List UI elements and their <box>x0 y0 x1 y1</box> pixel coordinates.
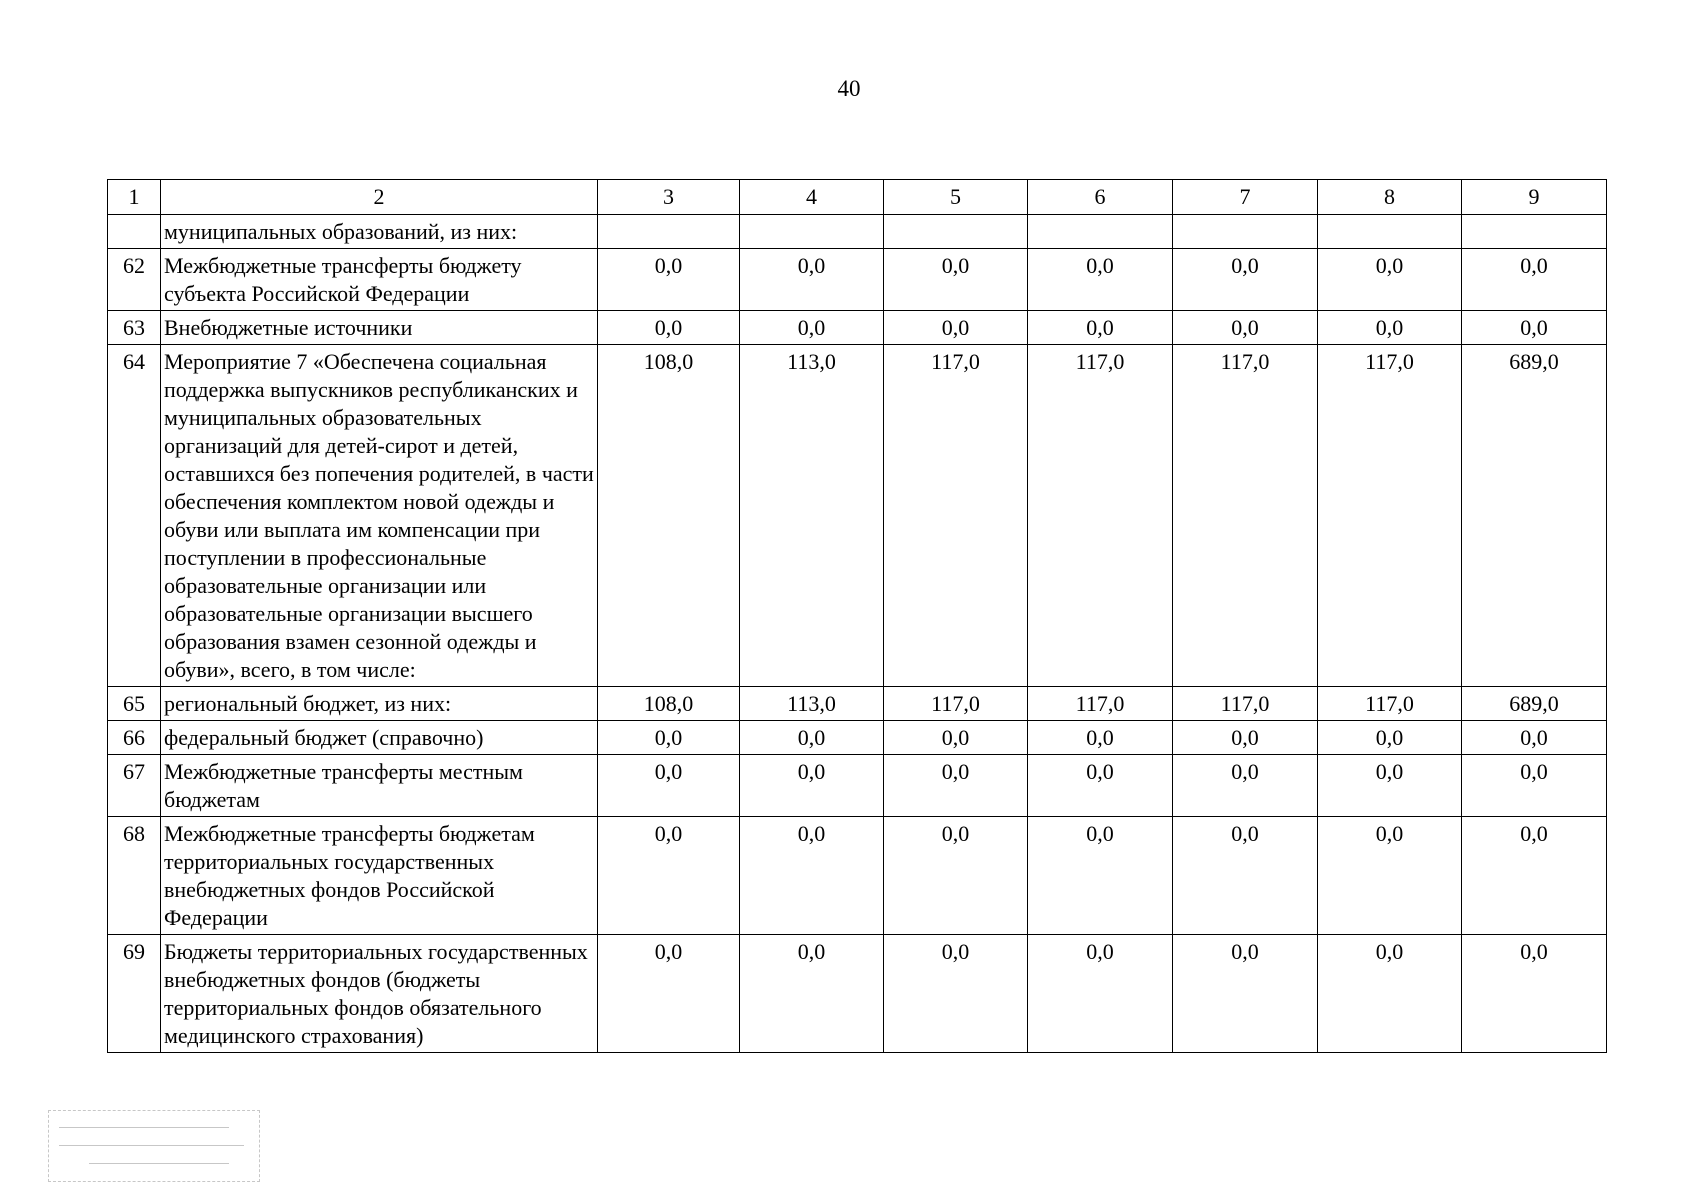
value-cell: 0,0 <box>740 721 884 755</box>
value-cell: 117,0 <box>1028 687 1173 721</box>
value-cell: 0,0 <box>884 249 1028 311</box>
value-cell: 0,0 <box>740 311 884 345</box>
row-name: федеральный бюджет (справочно) <box>161 721 598 755</box>
value-cell: 689,0 <box>1462 345 1607 687</box>
row-name: региональный бюджет, из них: <box>161 687 598 721</box>
table-row <box>108 687 1607 721</box>
value-cell: 0,0 <box>1318 817 1462 935</box>
value-cell: 117,0 <box>1318 687 1462 721</box>
value-cell: 113,0 <box>740 345 884 687</box>
table-row <box>108 817 1607 935</box>
column-number-row <box>108 180 1607 215</box>
value-cell: 689,0 <box>1462 687 1607 721</box>
value-cell <box>1462 215 1607 249</box>
value-cell: 0,0 <box>1173 755 1318 817</box>
value-cell: 0,0 <box>740 935 884 1053</box>
value-cell: 117,0 <box>1028 345 1173 687</box>
column-number: 3 <box>598 180 740 215</box>
value-cell: 0,0 <box>598 935 740 1053</box>
table-row <box>108 755 1607 817</box>
row-number <box>108 215 161 249</box>
row-number: 63 <box>108 311 161 345</box>
value-cell: 0,0 <box>1462 721 1607 755</box>
row-name: Межбюджетные трансферты местным бюджетам <box>161 755 598 817</box>
value-cell <box>598 215 740 249</box>
table-row <box>108 249 1607 311</box>
value-cell: 0,0 <box>598 721 740 755</box>
row-number: 67 <box>108 755 161 817</box>
value-cell: 117,0 <box>1173 345 1318 687</box>
stamp-line <box>59 1145 244 1146</box>
value-cell: 0,0 <box>1318 721 1462 755</box>
value-cell: 0,0 <box>1173 249 1318 311</box>
row-name: муниципальных образований, из них: <box>161 215 598 249</box>
value-cell: 0,0 <box>884 935 1028 1053</box>
column-number: 2 <box>161 180 598 215</box>
value-cell: 0,0 <box>1462 817 1607 935</box>
row-name: Внебюджетные источники <box>161 311 598 345</box>
table-row <box>108 311 1607 345</box>
column-number: 9 <box>1462 180 1607 215</box>
value-cell: 0,0 <box>598 249 740 311</box>
value-cell: 0,0 <box>1028 817 1173 935</box>
stamp-line <box>59 1127 229 1128</box>
row-number: 69 <box>108 935 161 1053</box>
value-cell: 0,0 <box>1173 311 1318 345</box>
value-cell <box>1028 215 1173 249</box>
row-name: Мероприятие 7 «Обеспечена социальная поддержка выпускников республиканских и муниципальных образовательных организаций для детей-сирот и детей, оставшихся без попечения родителей, в части обеспечения комплектом новой одежды и обуви или выплата им компенсации при поступлении в профессиональные образовательные организации или образовательные организации высшего образования взамен сезонной одежды и обуви», всего, в том числе: <box>161 345 598 687</box>
value-cell: 0,0 <box>1318 311 1462 345</box>
row-name: Межбюджетные трансферты бюджету субъекта Российской Федерации <box>161 249 598 311</box>
value-cell: 0,0 <box>1318 755 1462 817</box>
table-row <box>108 935 1607 1053</box>
value-cell: 0,0 <box>1318 249 1462 311</box>
value-cell <box>1318 215 1462 249</box>
value-cell: 0,0 <box>884 755 1028 817</box>
value-cell <box>1173 215 1318 249</box>
column-number: 1 <box>108 180 161 215</box>
value-cell: 0,0 <box>884 817 1028 935</box>
value-cell: 113,0 <box>740 687 884 721</box>
column-number: 6 <box>1028 180 1173 215</box>
value-cell: 0,0 <box>1173 817 1318 935</box>
value-cell: 0,0 <box>1462 249 1607 311</box>
budget-table <box>107 179 1607 1053</box>
table-row <box>108 345 1607 687</box>
value-cell: 0,0 <box>740 755 884 817</box>
page-number: 40 <box>837 76 861 101</box>
row-number: 68 <box>108 817 161 935</box>
row-name: Межбюджетные трансферты бюджетам территориальных государственных внебюджетных фондов Российской Федерации <box>161 817 598 935</box>
value-cell: 0,0 <box>884 311 1028 345</box>
value-cell: 0,0 <box>740 817 884 935</box>
row-number: 65 <box>108 687 161 721</box>
row-number: 62 <box>108 249 161 311</box>
value-cell: 0,0 <box>1028 721 1173 755</box>
column-number: 4 <box>740 180 884 215</box>
value-cell: 0,0 <box>1028 311 1173 345</box>
value-cell: 0,0 <box>1028 935 1173 1053</box>
value-cell: 0,0 <box>598 755 740 817</box>
column-number: 8 <box>1318 180 1462 215</box>
column-number: 7 <box>1173 180 1318 215</box>
value-cell: 117,0 <box>884 687 1028 721</box>
table-row <box>108 215 1607 249</box>
value-cell: 108,0 <box>598 345 740 687</box>
value-cell: 0,0 <box>1462 311 1607 345</box>
row-number: 66 <box>108 721 161 755</box>
value-cell: 0,0 <box>1173 721 1318 755</box>
value-cell: 0,0 <box>1318 935 1462 1053</box>
value-cell: 0,0 <box>740 249 884 311</box>
value-cell: 0,0 <box>1028 755 1173 817</box>
faded-stamp <box>48 1110 260 1182</box>
value-cell <box>884 215 1028 249</box>
value-cell: 0,0 <box>598 817 740 935</box>
value-cell: 0,0 <box>1028 249 1173 311</box>
value-cell: 117,0 <box>1318 345 1462 687</box>
value-cell: 0,0 <box>1462 755 1607 817</box>
value-cell: 108,0 <box>598 687 740 721</box>
row-name: Бюджеты территориальных государственных внебюджетных фондов (бюджеты территориальных фондов обязательного медицинского страхования) <box>161 935 598 1053</box>
column-number: 5 <box>884 180 1028 215</box>
value-cell <box>740 215 884 249</box>
value-cell: 117,0 <box>1173 687 1318 721</box>
stamp-line <box>89 1163 229 1164</box>
value-cell: 0,0 <box>1462 935 1607 1053</box>
value-cell: 0,0 <box>598 311 740 345</box>
value-cell: 0,0 <box>884 721 1028 755</box>
value-cell: 117,0 <box>884 345 1028 687</box>
row-number: 64 <box>108 345 161 687</box>
value-cell: 0,0 <box>1173 935 1318 1053</box>
table-row <box>108 721 1607 755</box>
